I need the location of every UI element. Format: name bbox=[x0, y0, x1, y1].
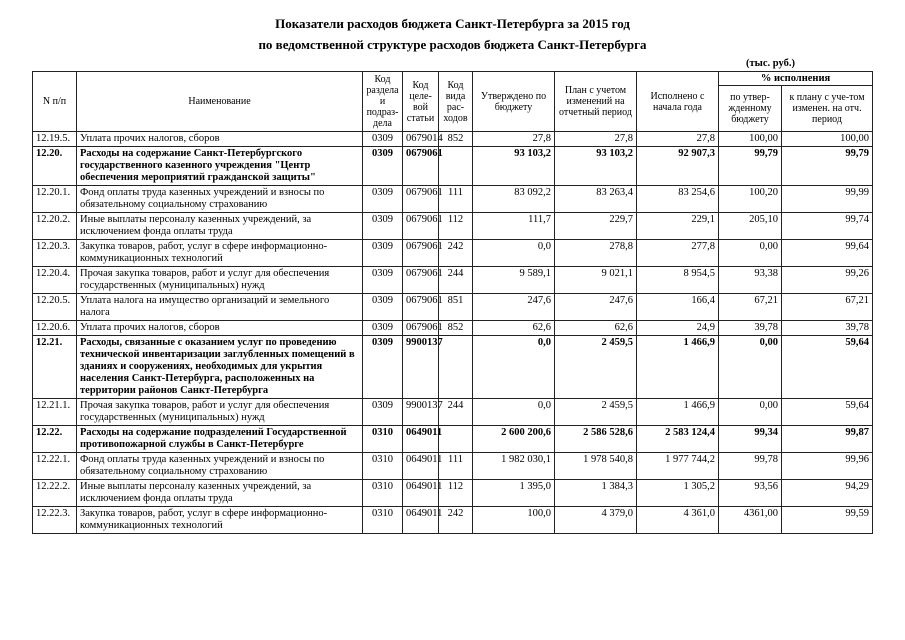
cell-razdel: 0309 bbox=[363, 147, 403, 186]
cell-vid: 112 bbox=[439, 213, 473, 240]
cell-vid: 242 bbox=[439, 240, 473, 267]
cell-cst: 0649011 bbox=[403, 453, 439, 480]
cell-razdel: 0309 bbox=[363, 240, 403, 267]
header-pct-plan: к плану с уче-том изменен. на отч. период bbox=[782, 86, 873, 132]
cell-name: Фонд оплаты труда казенных учреждений и взносы по обязательному социальному страхованию bbox=[77, 453, 363, 480]
cell-razdel: 0309 bbox=[363, 132, 403, 147]
budget-table bbox=[32, 71, 873, 534]
cell-plan: 2 586 528,6 bbox=[555, 426, 637, 453]
cell-vid: 244 bbox=[439, 267, 473, 294]
cell-vid: 111 bbox=[439, 453, 473, 480]
units-label: (тыс. руб.) bbox=[746, 58, 795, 69]
table-row bbox=[33, 336, 873, 399]
cell-vid: 851 bbox=[439, 294, 473, 321]
cell-pct-budget: 100,00 bbox=[719, 132, 782, 147]
cell-vid: 244 bbox=[439, 399, 473, 426]
cell-plan: 247,6 bbox=[555, 294, 637, 321]
cell-name: Уплата прочих налогов, сборов bbox=[77, 132, 363, 147]
table-row bbox=[33, 453, 873, 480]
header-approved: Утверждено по бюджету bbox=[473, 72, 555, 132]
header-cst: Код целе-вой статьи bbox=[403, 72, 439, 132]
cell-pct-budget: 99,34 bbox=[719, 426, 782, 453]
header-num: N п/п bbox=[33, 72, 77, 132]
cell-executed: 166,4 bbox=[637, 294, 719, 321]
cell-num: 12.19.5. bbox=[33, 132, 77, 147]
cell-pct-plan: 99,79 bbox=[782, 147, 873, 186]
cell-pct-budget: 93,56 bbox=[719, 480, 782, 507]
cell-razdel: 0310 bbox=[363, 453, 403, 480]
cell-pct-budget: 93,38 bbox=[719, 267, 782, 294]
cell-vid: 111 bbox=[439, 186, 473, 213]
cell-razdel: 0310 bbox=[363, 426, 403, 453]
cell-pct-plan: 99,99 bbox=[782, 186, 873, 213]
cell-approved: 2 600 200,6 bbox=[473, 426, 555, 453]
cell-plan: 1 978 540,8 bbox=[555, 453, 637, 480]
cell-cst: 0679061 bbox=[403, 240, 439, 267]
cell-name: Уплата прочих налогов, сборов bbox=[77, 321, 363, 336]
cell-approved: 0,0 bbox=[473, 336, 555, 399]
cell-name: Прочая закупка товаров, работ и услуг для обеспечения государственных (муниципальных) нужд bbox=[77, 267, 363, 294]
table-body bbox=[33, 132, 873, 534]
cell-executed: 1 305,2 bbox=[637, 480, 719, 507]
cell-cst: 0679061 bbox=[403, 186, 439, 213]
table-row bbox=[33, 147, 873, 186]
cell-approved: 62,6 bbox=[473, 321, 555, 336]
cell-plan: 9 021,1 bbox=[555, 267, 637, 294]
table-row bbox=[33, 132, 873, 147]
cell-pct-plan: 99,87 bbox=[782, 426, 873, 453]
table-row bbox=[33, 294, 873, 321]
cell-cst: 0649011 bbox=[403, 426, 439, 453]
cell-vid: 112 bbox=[439, 480, 473, 507]
cell-approved: 27,8 bbox=[473, 132, 555, 147]
cell-executed: 27,8 bbox=[637, 132, 719, 147]
cell-plan: 2 459,5 bbox=[555, 336, 637, 399]
cell-approved: 100,0 bbox=[473, 507, 555, 534]
cell-pct-budget: 205,10 bbox=[719, 213, 782, 240]
cell-plan: 1 384,3 bbox=[555, 480, 637, 507]
cell-approved: 0,0 bbox=[473, 240, 555, 267]
cell-name: Иные выплаты персоналу казенных учреждений, за исключением фонда оплаты труда bbox=[77, 480, 363, 507]
cell-vid bbox=[439, 147, 473, 186]
cell-num: 12.20.2. bbox=[33, 213, 77, 240]
cell-pct-plan: 99,64 bbox=[782, 240, 873, 267]
header-pct-budget: по утвер-жденному бюджету bbox=[719, 86, 782, 132]
cell-cst: 0649011 bbox=[403, 507, 439, 534]
cell-pct-plan: 94,29 bbox=[782, 480, 873, 507]
header-pct-group: % исполнения bbox=[719, 72, 873, 86]
cell-plan: 83 263,4 bbox=[555, 186, 637, 213]
cell-name: Расходы на содержание подразделений Государственной противопожарной службы в Санкт-Петербурге bbox=[77, 426, 363, 453]
cell-name: Прочая закупка товаров, работ и услуг для обеспечения государственных (муниципальных) нужд bbox=[77, 399, 363, 426]
cell-name: Иные выплаты персоналу казенных учреждений, за исключением фонда оплаты труда bbox=[77, 213, 363, 240]
cell-razdel: 0309 bbox=[363, 399, 403, 426]
table-row bbox=[33, 186, 873, 213]
cell-cst: 0679061 bbox=[403, 147, 439, 186]
cell-cst: 0679061 bbox=[403, 213, 439, 240]
table-row bbox=[33, 267, 873, 294]
cell-cst: 0649011 bbox=[403, 480, 439, 507]
header-executed: Исполнено с начала года bbox=[637, 72, 719, 132]
cell-plan: 62,6 bbox=[555, 321, 637, 336]
cell-executed: 1 466,9 bbox=[637, 336, 719, 399]
cell-executed: 4 361,0 bbox=[637, 507, 719, 534]
cell-num: 12.20.6. bbox=[33, 321, 77, 336]
header-plan: План с учетом изменений на отчетный период bbox=[555, 72, 637, 132]
cell-executed: 277,8 bbox=[637, 240, 719, 267]
cell-pct-budget: 0,00 bbox=[719, 336, 782, 399]
cell-pct-plan: 99,59 bbox=[782, 507, 873, 534]
document-title: Показатели расходов бюджета Санкт-Петербурга за 2015 год bbox=[275, 16, 630, 31]
cell-plan: 27,8 bbox=[555, 132, 637, 147]
cell-vid: 852 bbox=[439, 321, 473, 336]
cell-num: 12.22.2. bbox=[33, 480, 77, 507]
table-row bbox=[33, 399, 873, 426]
cell-pct-plan: 99,74 bbox=[782, 213, 873, 240]
cell-pct-budget: 100,20 bbox=[719, 186, 782, 213]
cell-pct-budget: 67,21 bbox=[719, 294, 782, 321]
cell-num: 12.20.3. bbox=[33, 240, 77, 267]
cell-num: 12.20.5. bbox=[33, 294, 77, 321]
cell-pct-plan: 100,00 bbox=[782, 132, 873, 147]
cell-pct-plan: 59,64 bbox=[782, 336, 873, 399]
cell-pct-budget: 4361,00 bbox=[719, 507, 782, 534]
cell-cst: 9900137 bbox=[403, 336, 439, 399]
cell-approved: 1 982 030,1 bbox=[473, 453, 555, 480]
header-razdel: Код раздела и подраз-дела bbox=[363, 72, 403, 132]
cell-cst: 0679061 bbox=[403, 321, 439, 336]
cell-name: Расходы, связанные с оказанием услуг по проведению технической инвентаризации заглубленных помещений в зданиях и сооружениях, необходимых для укрытия населения Санкт-Петербурга, расположенных на территории районов Санкт-Петербурга bbox=[77, 336, 363, 399]
table-row bbox=[33, 507, 873, 534]
cell-razdel: 0310 bbox=[363, 507, 403, 534]
cell-num: 12.21. bbox=[33, 336, 77, 399]
cell-name: Уплата налога на имущество организаций и земельного налога bbox=[77, 294, 363, 321]
cell-vid: 852 bbox=[439, 132, 473, 147]
cell-name: Фонд оплаты труда казенных учреждений и взносы по обязательному социальному страхованию bbox=[77, 186, 363, 213]
cell-plan: 93 103,2 bbox=[555, 147, 637, 186]
cell-executed: 229,1 bbox=[637, 213, 719, 240]
cell-executed: 1 466,9 bbox=[637, 399, 719, 426]
cell-cst: 0679061 bbox=[403, 267, 439, 294]
cell-approved: 9 589,1 bbox=[473, 267, 555, 294]
cell-vid bbox=[439, 426, 473, 453]
cell-razdel: 0309 bbox=[363, 336, 403, 399]
table-row bbox=[33, 213, 873, 240]
cell-num: 12.20.4. bbox=[33, 267, 77, 294]
cell-razdel: 0309 bbox=[363, 294, 403, 321]
cell-plan: 4 379,0 bbox=[555, 507, 637, 534]
cell-approved: 111,7 bbox=[473, 213, 555, 240]
cell-vid bbox=[439, 336, 473, 399]
cell-cst: 0679061 bbox=[403, 294, 439, 321]
cell-approved: 93 103,2 bbox=[473, 147, 555, 186]
cell-razdel: 0309 bbox=[363, 186, 403, 213]
cell-name: Закупка товаров, работ, услуг в сфере информационно-коммуникационных технологий bbox=[77, 507, 363, 534]
table-row bbox=[33, 426, 873, 453]
cell-executed: 83 254,6 bbox=[637, 186, 719, 213]
cell-razdel: 0309 bbox=[363, 267, 403, 294]
table-row bbox=[33, 321, 873, 336]
cell-num: 12.22.1. bbox=[33, 453, 77, 480]
cell-cst: 9900137 bbox=[403, 399, 439, 426]
cell-num: 12.21.1. bbox=[33, 399, 77, 426]
cell-pct-plan: 59,64 bbox=[782, 399, 873, 426]
cell-num: 12.22.3. bbox=[33, 507, 77, 534]
cell-razdel: 0309 bbox=[363, 213, 403, 240]
cell-num: 12.22. bbox=[33, 426, 77, 453]
cell-pct-budget: 0,00 bbox=[719, 240, 782, 267]
cell-pct-plan: 99,26 bbox=[782, 267, 873, 294]
cell-plan: 2 459,5 bbox=[555, 399, 637, 426]
cell-razdel: 0310 bbox=[363, 480, 403, 507]
cell-plan: 278,8 bbox=[555, 240, 637, 267]
cell-pct-budget: 99,78 bbox=[719, 453, 782, 480]
cell-pct-plan: 67,21 bbox=[782, 294, 873, 321]
cell-approved: 0,0 bbox=[473, 399, 555, 426]
cell-pct-budget: 0,00 bbox=[719, 399, 782, 426]
header-name: Наименование bbox=[77, 72, 363, 132]
cell-num: 12.20. bbox=[33, 147, 77, 186]
header-vid: Код вида рас-ходов bbox=[439, 72, 473, 132]
table-row bbox=[33, 480, 873, 507]
cell-vid: 242 bbox=[439, 507, 473, 534]
cell-plan: 229,7 bbox=[555, 213, 637, 240]
cell-razdel: 0309 bbox=[363, 321, 403, 336]
cell-approved: 1 395,0 bbox=[473, 480, 555, 507]
cell-num: 12.20.1. bbox=[33, 186, 77, 213]
table-row bbox=[33, 240, 873, 267]
document-subtitle: по ведомственной структуре расходов бюджета Санкт-Петербурга bbox=[258, 37, 647, 52]
cell-name: Закупка товаров, работ, услуг в сфере информационно-коммуникационных технологий bbox=[77, 240, 363, 267]
cell-executed: 8 954,5 bbox=[637, 267, 719, 294]
cell-pct-budget: 99,79 bbox=[719, 147, 782, 186]
cell-pct-budget: 39,78 bbox=[719, 321, 782, 336]
cell-executed: 2 583 124,4 bbox=[637, 426, 719, 453]
cell-name: Расходы на содержание Санкт-Петербургского государственного казенного учреждения "Центр обеспечения мероприятий гражданской защиты" bbox=[77, 147, 363, 186]
cell-approved: 247,6 bbox=[473, 294, 555, 321]
cell-executed: 92 907,3 bbox=[637, 147, 719, 186]
cell-pct-plan: 99,96 bbox=[782, 453, 873, 480]
cell-executed: 1 977 744,2 bbox=[637, 453, 719, 480]
cell-cst: 0679014 bbox=[403, 132, 439, 147]
cell-approved: 83 092,2 bbox=[473, 186, 555, 213]
cell-executed: 24,9 bbox=[637, 321, 719, 336]
cell-pct-plan: 39,78 bbox=[782, 321, 873, 336]
